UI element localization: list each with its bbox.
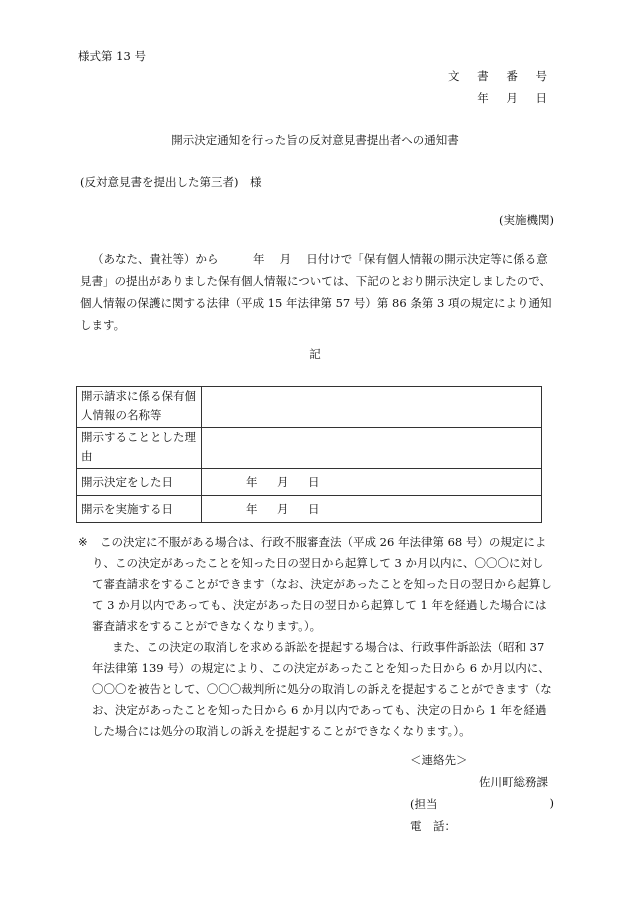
table-row bbox=[77, 496, 542, 523]
document-date-label: 年 月 日 bbox=[477, 91, 554, 105]
contact-person-close: ) bbox=[549, 796, 554, 810]
contact-person bbox=[410, 796, 554, 812]
row-label: 開示請求に係る保有個人情報の名称等 bbox=[77, 387, 202, 428]
issuing-agency: (実施機関) bbox=[499, 213, 554, 227]
addressee: (反対意見書を提出した第三者) 様 bbox=[80, 175, 262, 189]
notice-body: （あなた、貴社等）から 年 月 日付けで「保有個人情報の開示決定等に係る意見書」の提出がありました保有個人情報については、下記のとおり開示決定しましたので、個人情報の保護に関する法律（平成 15 年法律第 57 号）第 86 条第 3 項の規定により通知します。 bbox=[80, 252, 552, 332]
row-value bbox=[202, 428, 542, 469]
appeal-note bbox=[78, 532, 552, 742]
row-label: 開示することとした理由 bbox=[77, 428, 202, 469]
note-paragraph-lawsuit: また、この決定の取消しを求める訴訟を提起する場合は、行政事件訴訟法（昭和 37 年法律第 139 号）の規定により、この決定があったことを知った日から 6 か月以内に、〇〇〇を被告として、〇〇〇裁判所に処分の取消しの訴えを提起することができます（なお、決定があったことを知った日から 6 か月以内であっても、決定の日から 1 年を経過した場合には処分の取消しの訴えを提起することができなくなります。）。 bbox=[92, 640, 552, 738]
row-value: 年 月 日 bbox=[202, 496, 542, 523]
document-title: 開示決定通知を行った旨の反対意見書提出者への通知書 bbox=[171, 133, 459, 147]
row-value bbox=[202, 387, 542, 428]
ki-heading: 記 bbox=[309, 347, 321, 361]
disclosure-info-table bbox=[76, 386, 542, 523]
contact-heading: ＜連絡先＞ bbox=[410, 753, 468, 767]
table-row bbox=[77, 469, 542, 496]
row-value: 年 月 日 bbox=[202, 469, 542, 496]
contact-telephone: 電 話： bbox=[410, 819, 456, 833]
form-number: 様式第 13 号 bbox=[78, 49, 146, 63]
table-row bbox=[77, 387, 542, 428]
contact-department: 佐川町総務課 bbox=[479, 775, 548, 789]
note-paragraph-appeal: この決定に不服がある場合は、行政不服審査法（平成 26 年法律第 68 号）の規定により、この決定があったことを知った日の翌日から起算して 3 か月以内に、〇〇〇に対して審査請求をすることができます（なお、決定があったことを知った日の翌日から起算して 3 か月以内であっても、決定があった日の翌日から起算して 1 年を経過した場合には審査請求をすることができなくなります。）。 bbox=[92, 535, 552, 633]
row-label: 開示を実施する日 bbox=[77, 496, 202, 523]
contact-person-open: (担当 bbox=[410, 797, 438, 811]
row-label: 開示決定をした日 bbox=[77, 469, 202, 496]
document-number-label: 文 書 番 号 bbox=[448, 69, 554, 83]
table-row bbox=[77, 428, 542, 469]
note-mark: ※ bbox=[78, 535, 88, 549]
